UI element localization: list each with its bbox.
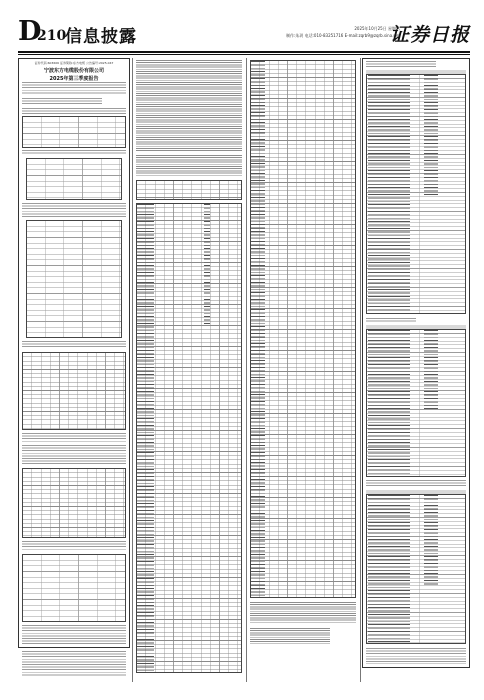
column-divider (246, 58, 247, 682)
text-block (22, 651, 126, 677)
row-labels (251, 61, 265, 597)
column-3 (248, 58, 358, 682)
newspaper-logo: 证券日报 (389, 24, 470, 46)
text-block (366, 318, 416, 323)
text-block (22, 341, 126, 349)
cell-values (424, 330, 438, 410)
text-block (250, 628, 330, 644)
text-block (22, 203, 126, 217)
notice-header (22, 61, 126, 82)
section-title: 信息披露 (65, 27, 137, 47)
page-number: 210 (37, 28, 67, 44)
text-block (22, 98, 102, 106)
text-block (22, 433, 126, 442)
text-block (22, 445, 126, 465)
date-line: 2025年10月25日 星期六 (354, 26, 400, 31)
text-block (22, 625, 126, 645)
column-1 (18, 58, 130, 682)
page-body (18, 58, 470, 682)
contact-line: 制作:朱玥 电话:010-83251716 E-mail:zqrb9@zqrb.sina.net (285, 33, 400, 38)
column-4 (362, 58, 470, 682)
masthead (18, 16, 470, 48)
data-table (250, 60, 356, 598)
row-labels (137, 204, 154, 672)
stock-codes: 证券代码:603606 证券简称:东方电缆 公告编号:2025-047 (34, 61, 114, 65)
text-block (22, 108, 126, 114)
data-table (22, 352, 126, 430)
text-block (22, 150, 126, 155)
text-block (136, 60, 242, 152)
data-table (26, 220, 122, 338)
data-table (22, 116, 126, 148)
row-labels (368, 330, 410, 476)
text-block (366, 648, 466, 664)
text-block (250, 602, 356, 624)
column-divider (360, 58, 361, 682)
data-table (26, 158, 122, 200)
data-table (22, 468, 126, 538)
text-block (22, 82, 126, 95)
data-table (22, 554, 126, 622)
header-rule (18, 51, 470, 53)
header-rule-thin (18, 54, 470, 55)
text-block (366, 61, 436, 68)
text-block (136, 155, 242, 177)
column-2 (134, 58, 244, 682)
cell-values (424, 495, 438, 585)
text-block (22, 541, 126, 551)
text-block (366, 480, 466, 488)
row-labels (368, 495, 410, 643)
company-name: 宁波东方电缆股份有限公司 (43, 68, 104, 74)
cell-values (424, 75, 438, 195)
data-table (136, 180, 242, 200)
cell-text (204, 204, 210, 324)
row-labels (368, 75, 410, 313)
report-title: 2025年第三季度报告 (49, 76, 99, 82)
column-divider (132, 58, 133, 682)
page-letter: D (18, 16, 42, 47)
